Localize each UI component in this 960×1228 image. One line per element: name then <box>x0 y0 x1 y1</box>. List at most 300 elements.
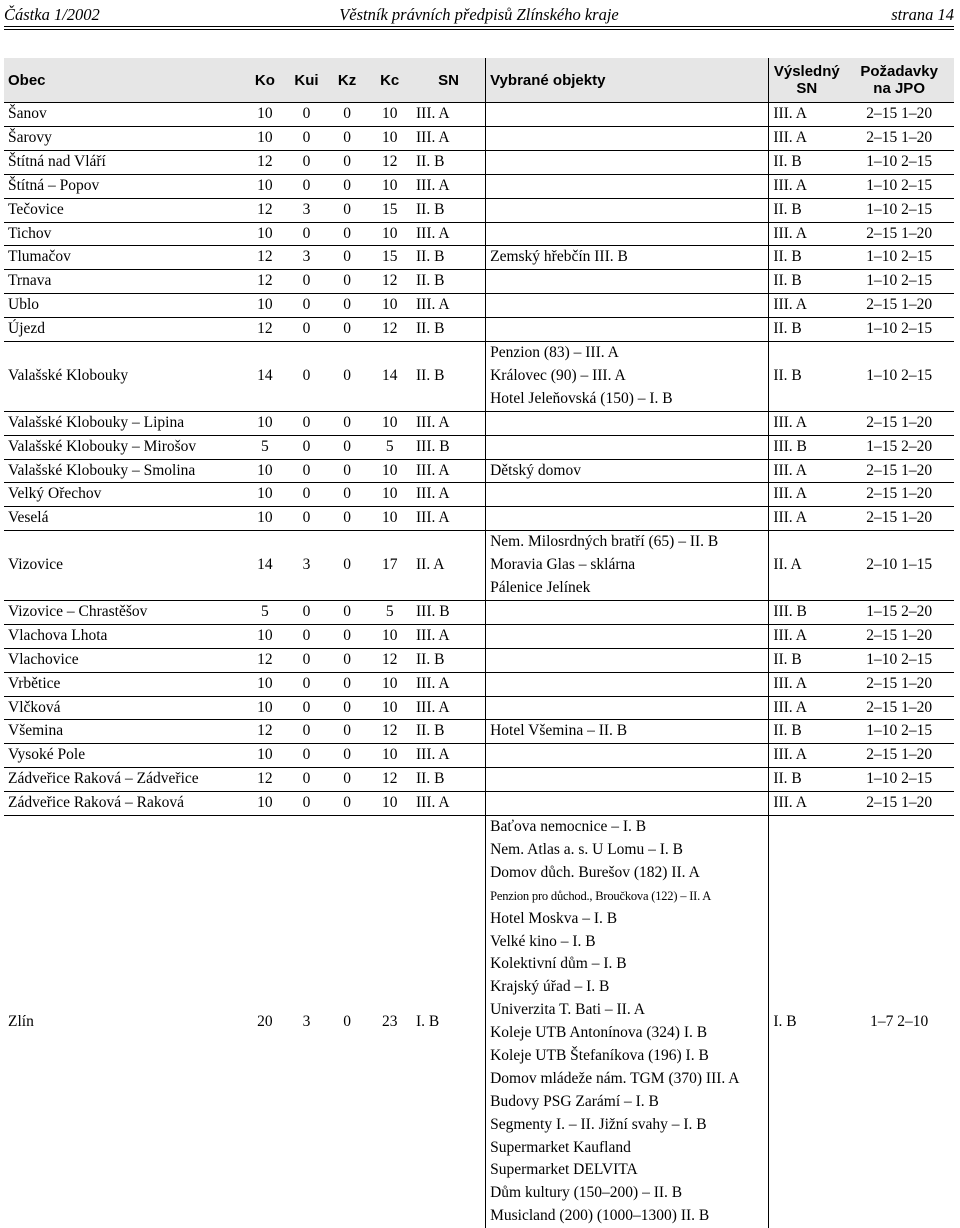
cell-kz: 0 <box>327 672 368 696</box>
cell-kz: 0 <box>327 507 368 531</box>
cell-vysledny-sn: III. B <box>769 435 844 459</box>
cell-kc: 14 <box>367 342 412 412</box>
cell-kc: 15 <box>367 198 412 222</box>
cell-kz: 0 <box>327 222 368 246</box>
page-header <box>4 2 954 28</box>
cell-obec: Vizovice – Chrastěšov <box>4 600 244 624</box>
cell-kui: 0 <box>286 174 327 198</box>
cell-vysledny-sn: II. B <box>769 720 844 744</box>
cell-objekty <box>486 150 769 174</box>
cell-kz: 0 <box>327 600 368 624</box>
objekt-item: Domov důch. Burešov (182) II. A <box>490 862 764 885</box>
cell-kz: 0 <box>327 435 368 459</box>
cell-kui: 0 <box>286 294 327 318</box>
cell-vysledny-sn: II. B <box>769 150 844 174</box>
cell-ko: 10 <box>244 103 287 127</box>
cell-kz: 0 <box>327 411 368 435</box>
cell-kui: 0 <box>286 696 327 720</box>
cell-jpo: 1–10 2–15 <box>844 318 954 342</box>
cell-objekty <box>486 198 769 222</box>
objekt-item: Nem. Milosrdných bratří (65) – II. B <box>490 531 764 554</box>
cell-kc: 10 <box>367 672 412 696</box>
page-number: strana 14 <box>891 5 954 25</box>
cell-objekty <box>486 600 769 624</box>
cell-obec: Veselá <box>4 507 244 531</box>
cell-obec: Tečovice <box>4 198 244 222</box>
cell-kz: 0 <box>327 744 368 768</box>
cell-jpo: 2–15 1–20 <box>844 744 954 768</box>
table-row <box>4 318 954 342</box>
cell-objekty <box>486 246 769 270</box>
cell-kui: 3 <box>286 198 327 222</box>
objekt-item: Domov mládeže nám. TGM (370) III. A <box>490 1068 764 1091</box>
cell-jpo: 1–15 2–20 <box>844 600 954 624</box>
cell-kc: 12 <box>367 150 412 174</box>
cell-objekty <box>486 531 769 601</box>
cell-obec: Zádveřice Raková – Zádveřice <box>4 768 244 792</box>
cell-obec: Valašské Klobouky <box>4 342 244 412</box>
cell-kz: 0 <box>327 459 368 483</box>
cell-kc: 12 <box>367 270 412 294</box>
cell-ko: 10 <box>244 126 287 150</box>
cell-obec: Velký Ořechov <box>4 483 244 507</box>
cell-kz: 0 <box>327 318 368 342</box>
cell-kz: 0 <box>327 246 368 270</box>
table-row <box>4 103 954 127</box>
cell-vysledny-sn: II. B <box>769 198 844 222</box>
col-vysledny-line2: SN <box>773 80 840 97</box>
cell-sn: II. B <box>412 150 486 174</box>
cell-ko: 12 <box>244 648 287 672</box>
cell-ko: 14 <box>244 531 287 601</box>
cell-kc: 10 <box>367 459 412 483</box>
cell-obec: Šarovy <box>4 126 244 150</box>
cell-kui: 0 <box>286 483 327 507</box>
cell-ko: 12 <box>244 768 287 792</box>
cell-objekty <box>486 792 769 816</box>
cell-obec: Valašské Klobouky – Mirošov <box>4 435 244 459</box>
cell-jpo: 2–15 1–20 <box>844 624 954 648</box>
cell-sn: III. A <box>412 294 486 318</box>
cell-kc: 10 <box>367 483 412 507</box>
cell-kc: 5 <box>367 435 412 459</box>
table-body <box>4 103 954 1228</box>
col-obec: Obec <box>4 58 244 103</box>
table-row <box>4 507 954 531</box>
cell-objekty <box>486 648 769 672</box>
table-row <box>4 435 954 459</box>
cell-kui: 3 <box>286 531 327 601</box>
table-row <box>4 411 954 435</box>
cell-ko: 10 <box>244 744 287 768</box>
cell-kui: 0 <box>286 720 327 744</box>
bulletin-title: Věstník právních předpisů Zlínského kraje <box>4 5 954 25</box>
cell-sn: III. A <box>412 696 486 720</box>
cell-vysledny-sn: III. A <box>769 696 844 720</box>
cell-ko: 10 <box>244 222 287 246</box>
cell-kz: 0 <box>327 270 368 294</box>
table-row <box>4 294 954 318</box>
cell-jpo: 1–10 2–15 <box>844 768 954 792</box>
cell-kui: 3 <box>286 246 327 270</box>
cell-kz: 0 <box>327 816 368 1228</box>
objekt-item: Koleje UTB Štefaníkova (196) I. B <box>490 1045 764 1068</box>
cell-kui: 0 <box>286 435 327 459</box>
cell-jpo: 2–15 1–20 <box>844 792 954 816</box>
cell-objekty <box>486 672 769 696</box>
cell-ko: 12 <box>244 270 287 294</box>
cell-sn: III. B <box>412 600 486 624</box>
cell-kui: 0 <box>286 150 327 174</box>
header-rule-bottom <box>4 29 954 30</box>
table-row <box>4 696 954 720</box>
cell-objekty <box>486 318 769 342</box>
cell-vysledny-sn: III. A <box>769 294 844 318</box>
objekt-item: Univerzita T. Bati – II. A <box>490 999 764 1022</box>
cell-jpo: 2–10 1–15 <box>844 531 954 601</box>
cell-ko: 10 <box>244 507 287 531</box>
cell-obec: Vlčková <box>4 696 244 720</box>
cell-ko: 10 <box>244 294 287 318</box>
col-vysledny-line1: Výsledný <box>773 63 840 80</box>
cell-vysledny-sn: II. B <box>769 270 844 294</box>
cell-sn: I. B <box>412 816 486 1228</box>
objekt-item: Musicland (200) (1000–1300) II. B <box>490 1205 764 1228</box>
cell-kc: 10 <box>367 103 412 127</box>
cell-ko: 20 <box>244 816 287 1228</box>
cell-vysledny-sn: III. A <box>769 126 844 150</box>
cell-kc: 17 <box>367 531 412 601</box>
cell-vysledny-sn: III. A <box>769 459 844 483</box>
cell-objekty <box>486 720 769 744</box>
col-jpo-line1: Požadavky <box>848 63 950 80</box>
cell-obec: Tichov <box>4 222 244 246</box>
table-row <box>4 222 954 246</box>
cell-jpo: 1–15 2–20 <box>844 435 954 459</box>
cell-kz: 0 <box>327 483 368 507</box>
cell-sn: III. A <box>412 744 486 768</box>
cell-jpo: 1–10 2–15 <box>844 648 954 672</box>
cell-obec: Valašské Klobouky – Smolina <box>4 459 244 483</box>
cell-jpo: 1–10 2–15 <box>844 270 954 294</box>
cell-jpo: 2–15 1–20 <box>844 411 954 435</box>
cell-kui: 0 <box>286 744 327 768</box>
cell-vysledny-sn: III. A <box>769 103 844 127</box>
objekt-item: Moravia Glas – sklárna <box>490 554 764 577</box>
cell-jpo: 1–10 2–15 <box>844 342 954 412</box>
cell-sn: III. A <box>412 103 486 127</box>
table-row <box>4 483 954 507</box>
cell-kz: 0 <box>327 792 368 816</box>
cell-objekty <box>486 342 769 412</box>
col-ko: Ko <box>244 58 287 103</box>
cell-objekty <box>486 174 769 198</box>
cell-sn: III. A <box>412 672 486 696</box>
cell-kz: 0 <box>327 648 368 672</box>
col-vysledny-sn <box>769 58 844 103</box>
cell-sn: II. B <box>412 648 486 672</box>
cell-obec: Tlumačov <box>4 246 244 270</box>
cell-kui: 3 <box>286 816 327 1228</box>
cell-jpo: 1–7 2–10 <box>844 816 954 1228</box>
objekt-item: Velké kino – I. B <box>490 931 764 954</box>
cell-obec: Štítná nad Vláří <box>4 150 244 174</box>
cell-ko: 10 <box>244 483 287 507</box>
cell-obec: Trnava <box>4 270 244 294</box>
cell-jpo: 2–15 1–20 <box>844 126 954 150</box>
cell-obec: Zádveřice Raková – Raková <box>4 792 244 816</box>
cell-kui: 0 <box>286 600 327 624</box>
cell-kui: 0 <box>286 792 327 816</box>
cell-sn: II. B <box>412 318 486 342</box>
cell-jpo: 1–10 2–15 <box>844 720 954 744</box>
cell-jpo: 2–15 1–20 <box>844 294 954 318</box>
cell-obec: Vrbětice <box>4 672 244 696</box>
objekt-item: Penzion (83) – III. A <box>490 342 764 365</box>
cell-vysledny-sn: III. A <box>769 672 844 696</box>
objekt-item: Dětský domov <box>490 460 764 483</box>
cell-kui: 0 <box>286 270 327 294</box>
cell-vysledny-sn: III. A <box>769 744 844 768</box>
cell-sn: III. B <box>412 435 486 459</box>
cell-kui: 0 <box>286 411 327 435</box>
cell-kc: 10 <box>367 126 412 150</box>
objekt-item: Nem. Atlas a. s. U Lomu – I. B <box>490 839 764 862</box>
cell-kz: 0 <box>327 103 368 127</box>
cell-obec: Šanov <box>4 103 244 127</box>
cell-vysledny-sn: III. B <box>769 600 844 624</box>
cell-objekty <box>486 103 769 127</box>
cell-sn: III. A <box>412 174 486 198</box>
cell-jpo: 2–15 1–20 <box>844 672 954 696</box>
objekt-item: Koleje UTB Antonínova (324) I. B <box>490 1022 764 1045</box>
cell-obec: Vlachova Lhota <box>4 624 244 648</box>
cell-sn: II. B <box>412 720 486 744</box>
col-kz: Kz <box>327 58 368 103</box>
cell-jpo: 2–15 1–20 <box>844 507 954 531</box>
col-jpo-line2: na JPO <box>848 80 950 97</box>
cell-vysledny-sn: II. B <box>769 648 844 672</box>
cell-ko: 12 <box>244 720 287 744</box>
cell-sn: III. A <box>412 459 486 483</box>
cell-kz: 0 <box>327 294 368 318</box>
cell-ko: 5 <box>244 435 287 459</box>
table-row <box>4 150 954 174</box>
cell-kc: 12 <box>367 720 412 744</box>
cell-kz: 0 <box>327 342 368 412</box>
objekt-item: Hotel Moskva – I. B <box>490 908 764 931</box>
table-row <box>4 816 954 1228</box>
cell-vysledny-sn: III. A <box>769 411 844 435</box>
cell-objekty <box>486 222 769 246</box>
cell-sn: II. B <box>412 246 486 270</box>
table-header <box>4 58 954 103</box>
cell-objekty <box>486 459 769 483</box>
cell-kui: 0 <box>286 459 327 483</box>
cell-sn: III. A <box>412 624 486 648</box>
cell-kc: 12 <box>367 648 412 672</box>
cell-sn: III. A <box>412 126 486 150</box>
table-row <box>4 720 954 744</box>
cell-objekty <box>486 816 769 1228</box>
cell-kz: 0 <box>327 768 368 792</box>
cell-kc: 10 <box>367 411 412 435</box>
cell-kc: 10 <box>367 744 412 768</box>
cell-kui: 0 <box>286 342 327 412</box>
cell-kui: 0 <box>286 103 327 127</box>
objekt-item: Supermarket DELVITA <box>490 1159 764 1182</box>
cell-vysledny-sn: II. A <box>769 531 844 601</box>
cell-sn: III. A <box>412 483 486 507</box>
cell-jpo: 2–15 1–20 <box>844 103 954 127</box>
col-pozadavky-jpo <box>844 58 954 103</box>
cell-jpo: 1–10 2–15 <box>844 150 954 174</box>
cell-ko: 10 <box>244 174 287 198</box>
cell-vysledny-sn: II. B <box>769 246 844 270</box>
table-row <box>4 531 954 601</box>
cell-sn: II. B <box>412 342 486 412</box>
cell-obec: Zlín <box>4 816 244 1228</box>
cell-ko: 10 <box>244 411 287 435</box>
objekt-item: Baťova nemocnice – I. B <box>490 816 764 839</box>
table-row <box>4 126 954 150</box>
cell-kc: 10 <box>367 294 412 318</box>
cell-kc: 15 <box>367 246 412 270</box>
cell-kui: 0 <box>286 648 327 672</box>
objekt-item: Supermarket Kaufland <box>490 1137 764 1160</box>
cell-kz: 0 <box>327 150 368 174</box>
cell-obec: Újezd <box>4 318 244 342</box>
cell-kui: 0 <box>286 126 327 150</box>
cell-vysledny-sn: II. B <box>769 768 844 792</box>
cell-obec: Vlachovice <box>4 648 244 672</box>
cell-ko: 10 <box>244 672 287 696</box>
municipality-table <box>4 58 954 1228</box>
objekt-item: Zemský hřebčín III. B <box>490 246 764 269</box>
col-sn: SN <box>412 58 486 103</box>
header-rule-top <box>4 26 954 27</box>
cell-kc: 10 <box>367 222 412 246</box>
cell-kz: 0 <box>327 531 368 601</box>
objekt-item: Hotel Jeleňovská (150) – I. B <box>490 388 764 411</box>
cell-vysledny-sn: II. B <box>769 342 844 412</box>
cell-jpo: 2–15 1–20 <box>844 222 954 246</box>
cell-kc: 12 <box>367 318 412 342</box>
cell-kc: 12 <box>367 768 412 792</box>
cell-kz: 0 <box>327 198 368 222</box>
cell-obec: Štítná – Popov <box>4 174 244 198</box>
cell-ko: 10 <box>244 624 287 648</box>
objekt-item: Dům kultury (150–200) – II. B <box>490 1182 764 1205</box>
cell-ko: 14 <box>244 342 287 412</box>
cell-objekty <box>486 624 769 648</box>
cell-vysledny-sn: III. A <box>769 174 844 198</box>
cell-sn: II. A <box>412 531 486 601</box>
cell-kui: 0 <box>286 507 327 531</box>
cell-kui: 0 <box>286 672 327 696</box>
objekt-item: Krajský úřad – I. B <box>490 976 764 999</box>
cell-objekty <box>486 483 769 507</box>
cell-ko: 5 <box>244 600 287 624</box>
table-row <box>4 342 954 412</box>
cell-kc: 10 <box>367 174 412 198</box>
table-row <box>4 174 954 198</box>
cell-ko: 12 <box>244 198 287 222</box>
cell-jpo: 1–10 2–15 <box>844 174 954 198</box>
cell-vysledny-sn: III. A <box>769 624 844 648</box>
cell-ko: 12 <box>244 318 287 342</box>
cell-obec: Valašské Klobouky – Lipina <box>4 411 244 435</box>
cell-kc: 23 <box>367 816 412 1228</box>
cell-kz: 0 <box>327 126 368 150</box>
table-row <box>4 672 954 696</box>
cell-obec: Vysoké Pole <box>4 744 244 768</box>
cell-jpo: 1–10 2–15 <box>844 198 954 222</box>
cell-ko: 10 <box>244 459 287 483</box>
cell-obec: Ublo <box>4 294 244 318</box>
col-objekty: Vybrané objekty <box>486 58 769 103</box>
table-row <box>4 198 954 222</box>
cell-objekty <box>486 126 769 150</box>
cell-vysledny-sn: III. A <box>769 507 844 531</box>
issue-number: Částka 1/2002 <box>4 5 100 25</box>
cell-sn: II. B <box>412 270 486 294</box>
cell-kui: 0 <box>286 768 327 792</box>
cell-sn: II. B <box>412 768 486 792</box>
cell-ko: 10 <box>244 792 287 816</box>
cell-sn: III. A <box>412 792 486 816</box>
cell-obec: Vizovice <box>4 531 244 601</box>
table-row <box>4 792 954 816</box>
cell-kz: 0 <box>327 720 368 744</box>
objekt-item: Hotel Všemina – II. B <box>490 720 764 743</box>
table-row <box>4 624 954 648</box>
objekt-item: Královec (90) – III. A <box>490 365 764 388</box>
table-row <box>4 600 954 624</box>
table-row <box>4 768 954 792</box>
cell-kc: 10 <box>367 507 412 531</box>
cell-objekty <box>486 744 769 768</box>
table-row <box>4 648 954 672</box>
cell-ko: 12 <box>244 246 287 270</box>
cell-objekty <box>486 270 769 294</box>
cell-vysledny-sn: I. B <box>769 816 844 1228</box>
cell-kc: 10 <box>367 792 412 816</box>
cell-kc: 5 <box>367 600 412 624</box>
cell-obec: Všemina <box>4 720 244 744</box>
cell-ko: 12 <box>244 150 287 174</box>
objekt-item: Segmenty I. – II. Jižní svahy – I. B <box>490 1114 764 1137</box>
cell-kz: 0 <box>327 174 368 198</box>
cell-kui: 0 <box>286 624 327 648</box>
cell-kc: 10 <box>367 696 412 720</box>
objekt-item: Budovy PSG Zarámí – I. B <box>490 1091 764 1114</box>
cell-jpo: 2–15 1–20 <box>844 483 954 507</box>
cell-sn: III. A <box>412 507 486 531</box>
cell-objekty <box>486 435 769 459</box>
table-row <box>4 459 954 483</box>
cell-ko: 10 <box>244 696 287 720</box>
cell-jpo: 2–15 1–20 <box>844 459 954 483</box>
cell-kc: 10 <box>367 624 412 648</box>
cell-sn: III. A <box>412 222 486 246</box>
cell-jpo: 2–15 1–20 <box>844 696 954 720</box>
cell-objekty <box>486 696 769 720</box>
cell-vysledny-sn: II. B <box>769 318 844 342</box>
cell-kui: 0 <box>286 318 327 342</box>
cell-kz: 0 <box>327 624 368 648</box>
table-row <box>4 246 954 270</box>
